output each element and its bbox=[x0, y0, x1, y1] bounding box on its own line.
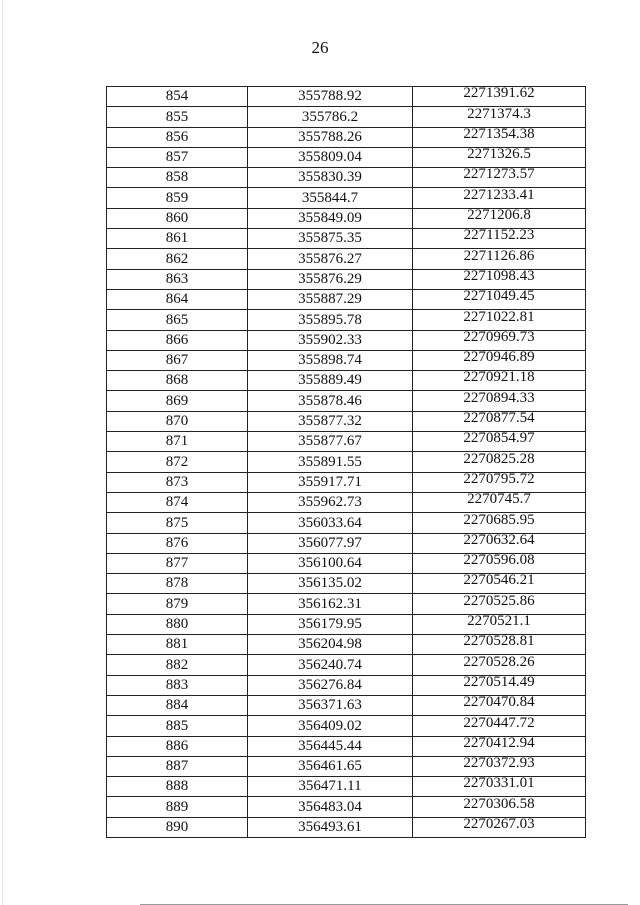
y-coordinate-cell bbox=[413, 695, 586, 715]
y-coordinate-cell bbox=[413, 411, 586, 431]
x-coordinate-cell bbox=[248, 614, 413, 634]
x-coordinate-cell bbox=[248, 574, 413, 594]
point-number-cell bbox=[107, 492, 248, 512]
point-number-value: 867 bbox=[165, 352, 189, 369]
point-number-value: 859 bbox=[165, 189, 189, 206]
point-number-value: 876 bbox=[165, 534, 189, 551]
point-number-value: 865 bbox=[165, 311, 189, 328]
x-coordinate-cell bbox=[248, 533, 413, 553]
y-coordinate-value: 2270306.58 bbox=[463, 795, 535, 812]
point-number-cell bbox=[107, 716, 248, 736]
y-coordinate-value: 2271206.8 bbox=[467, 207, 531, 224]
table-row bbox=[107, 432, 586, 452]
y-coordinate-value: 2271049.45 bbox=[463, 288, 535, 305]
y-coordinate-cell bbox=[413, 736, 586, 756]
point-number-cell bbox=[107, 107, 248, 127]
x-coordinate-value: 356033.64 bbox=[298, 514, 362, 531]
point-number-cell bbox=[107, 249, 248, 269]
y-coordinate-value: 2270447.72 bbox=[463, 714, 535, 731]
table-row bbox=[107, 492, 586, 512]
x-coordinate-cell bbox=[248, 107, 413, 127]
x-coordinate-cell bbox=[248, 411, 413, 431]
x-coordinate-cell bbox=[248, 168, 413, 188]
x-coordinate-cell bbox=[248, 147, 413, 167]
point-number-value: 856 bbox=[165, 128, 189, 145]
y-coordinate-cell bbox=[413, 614, 586, 634]
x-coordinate-cell bbox=[248, 472, 413, 492]
x-coordinate-cell bbox=[248, 310, 413, 330]
y-coordinate-cell bbox=[413, 371, 586, 391]
point-number-cell bbox=[107, 168, 248, 188]
y-coordinate-cell bbox=[413, 472, 586, 492]
point-number-value: 879 bbox=[165, 595, 189, 612]
point-number-cell bbox=[107, 574, 248, 594]
point-number-cell bbox=[107, 797, 248, 817]
point-number-cell bbox=[107, 229, 248, 249]
point-number-value: 870 bbox=[165, 413, 189, 430]
point-number-value: 875 bbox=[165, 514, 189, 531]
x-coordinate-value: 356077.97 bbox=[298, 534, 362, 551]
x-coordinate-cell bbox=[248, 249, 413, 269]
point-number-value: 872 bbox=[165, 453, 189, 470]
y-coordinate-value: 2271126.86 bbox=[463, 247, 535, 264]
x-coordinate-cell bbox=[248, 655, 413, 675]
x-coordinate-cell bbox=[248, 350, 413, 370]
y-coordinate-value: 2270525.86 bbox=[463, 592, 535, 609]
point-number-cell bbox=[107, 817, 248, 837]
point-number-value: 883 bbox=[165, 676, 189, 693]
x-coordinate-cell bbox=[248, 797, 413, 817]
y-coordinate-value: 2271326.5 bbox=[467, 146, 531, 163]
point-number-cell bbox=[107, 675, 248, 695]
point-number-value: 881 bbox=[165, 636, 189, 653]
table-row bbox=[107, 87, 586, 107]
coordinates-table bbox=[106, 86, 586, 838]
x-coordinate-value: 355788.26 bbox=[298, 128, 362, 145]
point-number-cell bbox=[107, 310, 248, 330]
y-coordinate-cell bbox=[413, 229, 586, 249]
y-coordinate-cell bbox=[413, 289, 586, 309]
x-coordinate-value: 356100.64 bbox=[298, 555, 362, 572]
x-coordinate-cell bbox=[248, 492, 413, 512]
point-number-value: 871 bbox=[165, 433, 189, 450]
x-coordinate-cell bbox=[248, 513, 413, 533]
point-number-cell bbox=[107, 655, 248, 675]
point-number-cell bbox=[107, 147, 248, 167]
table-row bbox=[107, 716, 586, 736]
table-row bbox=[107, 553, 586, 573]
point-number-value: 857 bbox=[165, 149, 189, 166]
table-row bbox=[107, 817, 586, 837]
point-number-value: 889 bbox=[165, 798, 189, 815]
y-coordinate-value: 2270921.18 bbox=[463, 369, 535, 386]
x-coordinate-value: 355902.33 bbox=[298, 331, 362, 348]
y-coordinate-cell bbox=[413, 269, 586, 289]
y-coordinate-cell bbox=[413, 635, 586, 655]
point-number-cell bbox=[107, 127, 248, 147]
y-coordinate-value: 2270412.94 bbox=[463, 734, 535, 751]
x-coordinate-cell bbox=[248, 289, 413, 309]
x-coordinate-value: 356483.04 bbox=[298, 798, 362, 815]
x-coordinate-value: 355887.29 bbox=[298, 291, 362, 308]
point-number-cell bbox=[107, 695, 248, 715]
y-coordinate-cell bbox=[413, 492, 586, 512]
x-coordinate-cell bbox=[248, 675, 413, 695]
table-row bbox=[107, 635, 586, 655]
x-coordinate-cell bbox=[248, 817, 413, 837]
y-coordinate-value: 2271391.62 bbox=[463, 85, 535, 102]
table-row bbox=[107, 229, 586, 249]
y-coordinate-value: 2271152.23 bbox=[463, 227, 535, 244]
x-coordinate-value: 355898.74 bbox=[298, 352, 362, 369]
scan-edge bbox=[2, 0, 3, 905]
y-coordinate-cell bbox=[413, 452, 586, 472]
y-coordinate-value: 2270685.95 bbox=[463, 511, 535, 528]
x-coordinate-cell bbox=[248, 208, 413, 228]
table-row bbox=[107, 391, 586, 411]
x-coordinate-value: 356162.31 bbox=[298, 595, 362, 612]
y-coordinate-value: 2270514.49 bbox=[463, 673, 535, 690]
table-row bbox=[107, 452, 586, 472]
point-number-value: 874 bbox=[165, 494, 189, 511]
y-coordinate-value: 2270267.03 bbox=[463, 815, 535, 832]
point-number-cell bbox=[107, 188, 248, 208]
table-row bbox=[107, 289, 586, 309]
point-number-value: 878 bbox=[165, 575, 189, 592]
point-number-value: 882 bbox=[165, 656, 189, 673]
table-row bbox=[107, 371, 586, 391]
table-row bbox=[107, 188, 586, 208]
table-row bbox=[107, 533, 586, 553]
x-coordinate-value: 356471.11 bbox=[298, 778, 362, 795]
y-coordinate-value: 2270877.54 bbox=[463, 410, 535, 427]
point-number-value: 888 bbox=[165, 778, 189, 795]
table-row bbox=[107, 797, 586, 817]
y-coordinate-value: 2271098.43 bbox=[463, 267, 535, 284]
point-number-cell bbox=[107, 452, 248, 472]
x-coordinate-cell bbox=[248, 127, 413, 147]
x-coordinate-value: 356135.02 bbox=[298, 575, 362, 592]
y-coordinate-value: 2270946.89 bbox=[463, 349, 535, 366]
x-coordinate-value: 355889.49 bbox=[298, 372, 362, 389]
point-number-value: 877 bbox=[165, 555, 189, 572]
y-coordinate-value: 2270528.81 bbox=[463, 633, 535, 650]
x-coordinate-cell bbox=[248, 188, 413, 208]
point-number-value: 854 bbox=[165, 88, 189, 105]
y-coordinate-value: 2271354.38 bbox=[463, 125, 535, 142]
x-coordinate-value: 356240.74 bbox=[298, 656, 362, 673]
x-coordinate-value: 355809.04 bbox=[298, 149, 362, 166]
x-coordinate-value: 356204.98 bbox=[298, 636, 362, 653]
page-number: 26 bbox=[311, 38, 329, 57]
x-coordinate-cell bbox=[248, 777, 413, 797]
x-coordinate-value: 356276.84 bbox=[298, 676, 362, 693]
y-coordinate-cell bbox=[413, 594, 586, 614]
y-coordinate-value: 2270969.73 bbox=[463, 328, 535, 345]
table-row bbox=[107, 330, 586, 350]
y-coordinate-cell bbox=[413, 655, 586, 675]
x-coordinate-cell bbox=[248, 452, 413, 472]
point-number-cell bbox=[107, 736, 248, 756]
y-coordinate-cell bbox=[413, 756, 586, 776]
table-row bbox=[107, 777, 586, 797]
point-number-cell bbox=[107, 208, 248, 228]
x-coordinate-value: 355830.39 bbox=[298, 169, 362, 186]
table-row bbox=[107, 574, 586, 594]
y-coordinate-cell bbox=[413, 432, 586, 452]
point-number-value: 861 bbox=[165, 230, 189, 247]
x-coordinate-cell bbox=[248, 695, 413, 715]
x-coordinate-cell bbox=[248, 432, 413, 452]
y-coordinate-cell bbox=[413, 350, 586, 370]
x-coordinate-value: 356409.02 bbox=[298, 717, 362, 734]
point-number-value: 860 bbox=[165, 210, 189, 227]
x-coordinate-value: 355895.78 bbox=[298, 311, 362, 328]
x-coordinate-value: 355877.32 bbox=[298, 413, 362, 430]
y-coordinate-value: 2270372.93 bbox=[463, 755, 535, 772]
table-row bbox=[107, 472, 586, 492]
y-coordinate-cell bbox=[413, 797, 586, 817]
point-number-cell bbox=[107, 756, 248, 776]
coordinates-table-body bbox=[107, 87, 586, 838]
point-number-value: 880 bbox=[165, 616, 189, 633]
table-row bbox=[107, 127, 586, 147]
x-coordinate-cell bbox=[248, 87, 413, 107]
x-coordinate-value: 355917.71 bbox=[298, 473, 362, 490]
point-number-cell bbox=[107, 289, 248, 309]
x-coordinate-cell bbox=[248, 736, 413, 756]
table-row bbox=[107, 736, 586, 756]
point-number-value: 862 bbox=[165, 250, 189, 267]
x-coordinate-cell bbox=[248, 756, 413, 776]
y-coordinate-cell bbox=[413, 513, 586, 533]
y-coordinate-value: 2270632.64 bbox=[463, 531, 535, 548]
point-number-cell bbox=[107, 533, 248, 553]
point-number-value: 866 bbox=[165, 331, 189, 348]
y-coordinate-cell bbox=[413, 87, 586, 107]
y-coordinate-cell bbox=[413, 817, 586, 837]
point-number-cell bbox=[107, 350, 248, 370]
x-coordinate-value: 355844.7 bbox=[301, 189, 359, 206]
table-row bbox=[107, 594, 586, 614]
point-number-value: 863 bbox=[165, 270, 189, 287]
y-coordinate-cell bbox=[413, 310, 586, 330]
y-coordinate-value: 2270470.84 bbox=[463, 694, 535, 711]
y-coordinate-value: 2271374.3 bbox=[467, 105, 531, 122]
x-coordinate-cell bbox=[248, 391, 413, 411]
point-number-value: 884 bbox=[165, 697, 189, 714]
x-coordinate-value: 355876.27 bbox=[298, 250, 362, 267]
y-coordinate-cell bbox=[413, 574, 586, 594]
x-coordinate-value: 356371.63 bbox=[298, 697, 362, 714]
point-number-value: 868 bbox=[165, 372, 189, 389]
point-number-cell bbox=[107, 432, 248, 452]
x-coordinate-cell bbox=[248, 229, 413, 249]
y-coordinate-value: 2270596.08 bbox=[463, 552, 535, 569]
x-coordinate-cell bbox=[248, 635, 413, 655]
point-number-cell bbox=[107, 553, 248, 573]
point-number-cell bbox=[107, 777, 248, 797]
table-row bbox=[107, 147, 586, 167]
x-coordinate-value: 355786.2 bbox=[301, 108, 359, 125]
y-coordinate-value: 2270745.7 bbox=[467, 491, 531, 508]
y-coordinate-cell bbox=[413, 330, 586, 350]
point-number-value: 858 bbox=[165, 169, 189, 186]
y-coordinate-cell bbox=[413, 553, 586, 573]
x-coordinate-value: 355788.92 bbox=[298, 88, 362, 105]
y-coordinate-cell bbox=[413, 777, 586, 797]
x-coordinate-value: 355876.29 bbox=[298, 270, 362, 287]
point-number-value: 887 bbox=[165, 758, 189, 775]
x-coordinate-value: 355849.09 bbox=[298, 210, 362, 227]
x-coordinate-value: 355891.55 bbox=[298, 453, 362, 470]
table-row bbox=[107, 350, 586, 370]
point-number-cell bbox=[107, 87, 248, 107]
x-coordinate-value: 356493.61 bbox=[298, 818, 362, 835]
point-number-cell bbox=[107, 472, 248, 492]
point-number-value: 885 bbox=[165, 717, 189, 734]
x-coordinate-value: 356445.44 bbox=[298, 737, 362, 754]
x-coordinate-cell bbox=[248, 594, 413, 614]
point-number-value: 869 bbox=[165, 392, 189, 409]
point-number-value: 886 bbox=[165, 737, 189, 754]
table-row bbox=[107, 249, 586, 269]
table-row bbox=[107, 756, 586, 776]
x-coordinate-value: 355962.73 bbox=[298, 494, 362, 511]
y-coordinate-value: 2270854.97 bbox=[463, 430, 535, 447]
point-number-cell bbox=[107, 614, 248, 634]
y-coordinate-cell bbox=[413, 107, 586, 127]
y-coordinate-value: 2271022.81 bbox=[463, 308, 535, 325]
y-coordinate-value: 2270825.28 bbox=[463, 450, 535, 467]
table-row bbox=[107, 208, 586, 228]
x-coordinate-cell bbox=[248, 330, 413, 350]
y-coordinate-value: 2270546.21 bbox=[463, 572, 535, 589]
y-coordinate-value: 2270795.72 bbox=[463, 470, 535, 487]
x-coordinate-value: 355877.67 bbox=[298, 433, 362, 450]
table-row bbox=[107, 107, 586, 127]
y-coordinate-cell bbox=[413, 675, 586, 695]
y-coordinate-value: 2270528.26 bbox=[463, 653, 535, 670]
y-coordinate-cell bbox=[413, 391, 586, 411]
point-number-cell bbox=[107, 371, 248, 391]
y-coordinate-value: 2271233.41 bbox=[463, 186, 535, 203]
y-coordinate-value: 2270521.1 bbox=[467, 613, 531, 630]
y-coordinate-cell bbox=[413, 208, 586, 228]
y-coordinate-value: 2270894.33 bbox=[463, 389, 535, 406]
y-coordinate-value: 2271273.57 bbox=[463, 166, 535, 183]
x-coordinate-value: 355878.46 bbox=[298, 392, 362, 409]
table-row bbox=[107, 269, 586, 289]
point-number-cell bbox=[107, 635, 248, 655]
y-coordinate-cell bbox=[413, 188, 586, 208]
x-coordinate-value: 356461.65 bbox=[298, 758, 362, 775]
x-coordinate-cell bbox=[248, 716, 413, 736]
y-coordinate-cell bbox=[413, 168, 586, 188]
x-coordinate-value: 356179.95 bbox=[298, 616, 362, 633]
table-row bbox=[107, 168, 586, 188]
point-number-value: 855 bbox=[165, 108, 189, 125]
table-row bbox=[107, 310, 586, 330]
y-coordinate-value: 2270331.01 bbox=[463, 775, 535, 792]
y-coordinate-cell bbox=[413, 716, 586, 736]
table-row bbox=[107, 411, 586, 431]
y-coordinate-cell bbox=[413, 147, 586, 167]
y-coordinate-cell bbox=[413, 127, 586, 147]
x-coordinate-cell bbox=[248, 371, 413, 391]
table-row bbox=[107, 675, 586, 695]
point-number-value: 873 bbox=[165, 473, 189, 490]
x-coordinate-cell bbox=[248, 553, 413, 573]
point-number-cell bbox=[107, 513, 248, 533]
point-number-cell bbox=[107, 411, 248, 431]
table-row bbox=[107, 513, 586, 533]
table-row bbox=[107, 614, 586, 634]
point-number-cell bbox=[107, 330, 248, 350]
y-coordinate-cell bbox=[413, 249, 586, 269]
point-number-cell bbox=[107, 269, 248, 289]
table-row bbox=[107, 695, 586, 715]
point-number-value: 890 bbox=[165, 818, 189, 835]
x-coordinate-value: 355875.35 bbox=[298, 230, 362, 247]
point-number-cell bbox=[107, 594, 248, 614]
point-number-value: 864 bbox=[165, 291, 189, 308]
y-coordinate-cell bbox=[413, 533, 586, 553]
point-number-cell bbox=[107, 391, 248, 411]
x-coordinate-cell bbox=[248, 269, 413, 289]
table-row bbox=[107, 655, 586, 675]
